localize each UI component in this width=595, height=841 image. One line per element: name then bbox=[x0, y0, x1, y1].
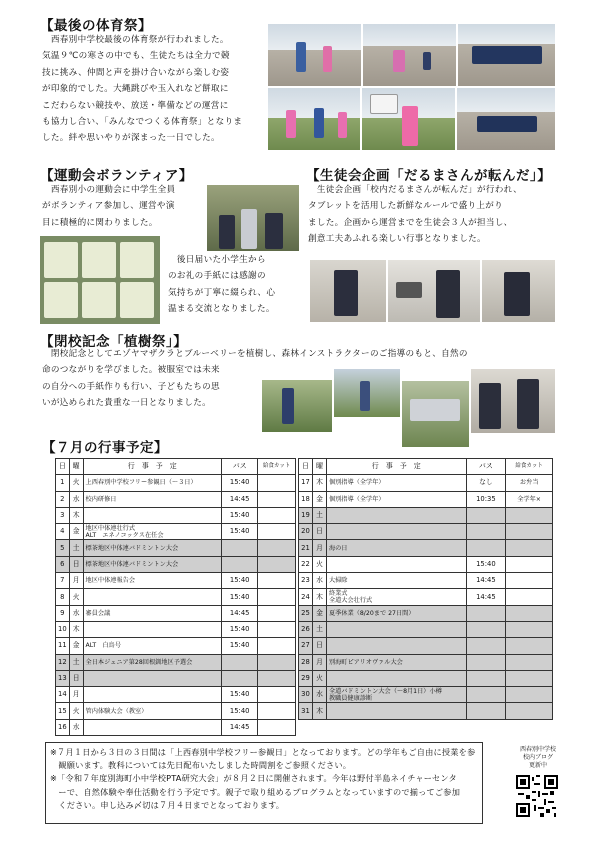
schedule-row bbox=[56, 524, 296, 540]
schedule-row bbox=[299, 670, 553, 686]
bus-cell bbox=[222, 556, 258, 572]
schedule-row bbox=[56, 703, 296, 719]
day-cell: 12 bbox=[56, 654, 70, 670]
sports-day-text bbox=[42, 32, 242, 147]
student-council-line: 創意工夫あふれる楽しい行事となりました。 bbox=[308, 234, 486, 245]
bus-cell bbox=[222, 670, 258, 686]
lunch-cut-cell bbox=[258, 719, 296, 735]
bus-cell bbox=[466, 507, 506, 523]
volunteer-text-2 bbox=[168, 252, 275, 318]
council-photo-1 bbox=[310, 260, 386, 322]
sports-photo-2 bbox=[363, 24, 456, 86]
sports-day-line: 技に挑み、仲間と声を掛け合いながら楽しむ姿 bbox=[42, 67, 230, 78]
schedule-row bbox=[56, 573, 296, 589]
bus-cell bbox=[466, 621, 506, 637]
weekday-cell: 水 bbox=[69, 719, 83, 735]
sports-photo-4 bbox=[268, 88, 360, 150]
volunteer-text bbox=[42, 182, 175, 231]
schedule-row bbox=[299, 687, 553, 703]
bus-cell: 10:35 bbox=[466, 491, 506, 507]
bus-cell: 15:40 bbox=[222, 687, 258, 703]
header-lunch-cut: 給食カット bbox=[506, 459, 553, 475]
student-council-text bbox=[308, 182, 522, 248]
bus-cell: 15:40 bbox=[222, 638, 258, 654]
schedule-row bbox=[56, 605, 296, 621]
sports-photo-1 bbox=[268, 24, 361, 86]
day-cell: 23 bbox=[299, 573, 313, 589]
bus-cell bbox=[466, 670, 506, 686]
lunch-cut-cell bbox=[258, 589, 296, 605]
qr-code-icon[interactable] bbox=[516, 775, 558, 817]
lunch-cut-cell bbox=[258, 605, 296, 621]
header-weekday: 曜 bbox=[312, 459, 326, 475]
day-cell: 31 bbox=[299, 703, 313, 719]
event-cell: 夏季休業（8/20まで 27日間） bbox=[326, 605, 466, 621]
weekday-cell: 木 bbox=[312, 589, 326, 605]
lunch-cut-cell bbox=[258, 654, 296, 670]
weekday-cell: 火 bbox=[69, 703, 83, 719]
bus-cell bbox=[222, 654, 258, 670]
event-cell: 地区中体連壮行式 ALT エネノコックス在任会 bbox=[83, 524, 222, 540]
student-council-line: タブレットを活用した新鮮なルールで盛り上がり bbox=[308, 201, 504, 212]
day-cell: 3 bbox=[56, 507, 70, 523]
header-lunch-cut: 給食カット bbox=[258, 459, 296, 475]
schedule-row bbox=[299, 540, 553, 556]
day-cell: 30 bbox=[299, 687, 313, 703]
schedule-row bbox=[56, 475, 296, 491]
lunch-cut-cell bbox=[258, 491, 296, 507]
note-line: ーで、自然体験や奉仕活動を行う予定です。親子で取り組めるプログラムとなっていますので揃ってご参加 bbox=[50, 786, 461, 797]
volunteer-line: 目に積極的に関わりました。 bbox=[42, 217, 158, 228]
lunch-cut-cell bbox=[506, 670, 553, 686]
note-line: ※７月１日から３日の３日間は「上西春別中学校フリー参観日」となっております。どの学年もご自由に授業を参 bbox=[50, 747, 476, 757]
event-cell: 個別指導（全学年） bbox=[326, 475, 466, 491]
sports-day-line: も協力し合い、「みんなでつくる体育祭」となりま bbox=[42, 117, 243, 128]
bus-cell bbox=[466, 524, 506, 540]
day-cell: 11 bbox=[56, 638, 70, 654]
sports-photo-3 bbox=[458, 24, 555, 86]
bus-cell bbox=[466, 540, 506, 556]
council-photo-3 bbox=[482, 260, 555, 322]
day-cell: 26 bbox=[299, 621, 313, 637]
day-cell: 20 bbox=[299, 524, 313, 540]
header-bus: バス bbox=[222, 459, 258, 475]
lunch-cut-cell bbox=[506, 524, 553, 540]
student-council-line: 生徒会企画「校内だるまさんが転んだ」が行われ、 bbox=[308, 185, 522, 195]
schedule-row bbox=[299, 589, 553, 605]
lunch-cut-cell bbox=[258, 687, 296, 703]
bus-cell: なし bbox=[466, 475, 506, 491]
schedule-table-left bbox=[55, 458, 296, 736]
sports-day-heading: 【最後の体育祭】 bbox=[40, 18, 152, 34]
note-line: 観願います。教科については先日配布いたしました時間割をご参照ください。 bbox=[50, 760, 352, 771]
event-cell: 全日本ジュニア第28回根釧地区予選会 bbox=[83, 654, 222, 670]
day-cell: 15 bbox=[56, 703, 70, 719]
sports-day-line: 西春別中学校最後の体育祭が行われました。 bbox=[42, 35, 229, 45]
bus-cell bbox=[466, 654, 506, 670]
bus-cell: 15:40 bbox=[222, 573, 258, 589]
weekday-cell: 日 bbox=[69, 670, 83, 686]
event-cell bbox=[83, 719, 222, 735]
qr-caption bbox=[518, 746, 558, 770]
event-cell bbox=[326, 703, 466, 719]
day-cell: 24 bbox=[299, 589, 313, 605]
header-day: 日 bbox=[56, 459, 70, 475]
tree-photo-2 bbox=[334, 369, 400, 417]
lunch-cut-cell bbox=[258, 524, 296, 540]
schedule-heading: 【７月の行事予定】 bbox=[42, 440, 168, 456]
header-event: 行 事 予 定 bbox=[83, 459, 222, 475]
note-line: ください。申し込み〆切は７月４日までとなっております。 bbox=[50, 799, 285, 810]
weekday-cell: 月 bbox=[69, 573, 83, 589]
schedule-row bbox=[299, 605, 553, 621]
event-cell: 全道バドミントン大会（～8月1日）小樽 教職員健康診断 bbox=[326, 687, 466, 703]
lunch-cut-cell bbox=[258, 475, 296, 491]
volunteer-line: 後日届いた小学生から bbox=[168, 255, 266, 265]
volunteer-line: 気持ちが丁寧に綴られ、心 bbox=[168, 287, 276, 298]
day-cell: 18 bbox=[299, 491, 313, 507]
bus-cell: 14:45 bbox=[466, 589, 506, 605]
schedule-row bbox=[299, 703, 553, 719]
weekday-cell: 日 bbox=[69, 556, 83, 572]
weekday-cell: 土 bbox=[312, 621, 326, 637]
sports-day-line: した。絆や思いやりが深まった一日でした。 bbox=[42, 133, 220, 144]
volunteer-line: 温まる交流となりました。 bbox=[168, 304, 275, 315]
tree-photo-1 bbox=[262, 380, 332, 432]
bus-cell: 15:40 bbox=[222, 703, 258, 719]
lunch-cut-cell bbox=[258, 638, 296, 654]
weekday-cell: 金 bbox=[312, 491, 326, 507]
bus-cell: 14:45 bbox=[222, 491, 258, 507]
day-cell: 7 bbox=[56, 573, 70, 589]
weekday-cell: 木 bbox=[69, 621, 83, 637]
weekday-cell: 金 bbox=[312, 605, 326, 621]
schedule-row bbox=[299, 491, 553, 507]
schedule-row bbox=[56, 719, 296, 735]
sports-day-line: が印象的でした。大縄跳びや玉入れなど餅取に bbox=[42, 84, 229, 95]
weekday-cell: 木 bbox=[69, 507, 83, 523]
schedule-row bbox=[299, 654, 553, 670]
bus-cell bbox=[466, 638, 506, 654]
event-cell: 終業式 全道大会壮行式 bbox=[326, 589, 466, 605]
bus-cell bbox=[466, 605, 506, 621]
day-cell: 17 bbox=[299, 475, 313, 491]
volunteer-line: 西春別小の運動会に中学生全員 bbox=[42, 185, 176, 195]
lunch-cut-cell bbox=[258, 573, 296, 589]
header-bus: バス bbox=[466, 459, 506, 475]
sports-day-line: こだわらない競技や、放送・準備などの運営に bbox=[42, 100, 229, 111]
event-cell: 上西春別中学校フリー参観日（～３日） bbox=[83, 475, 222, 491]
event-cell: 校内研修日 bbox=[83, 491, 222, 507]
schedule-row bbox=[56, 670, 296, 686]
schedule-row bbox=[56, 654, 296, 670]
weekday-cell: 日 bbox=[312, 638, 326, 654]
schedule-row bbox=[299, 475, 553, 491]
weekday-cell: 水 bbox=[312, 687, 326, 703]
day-cell: 14 bbox=[56, 687, 70, 703]
schedule-row bbox=[299, 621, 553, 637]
lunch-cut-cell bbox=[506, 507, 553, 523]
schedule-table-right bbox=[298, 458, 553, 720]
schedule-row bbox=[299, 556, 553, 572]
day-cell: 2 bbox=[56, 491, 70, 507]
lunch-cut-cell bbox=[506, 589, 553, 605]
weekday-cell: 水 bbox=[69, 491, 83, 507]
lunch-cut-cell bbox=[506, 638, 553, 654]
bus-cell bbox=[466, 703, 506, 719]
lunch-cut-cell: お弁当 bbox=[506, 475, 553, 491]
lunch-cut-cell bbox=[258, 670, 296, 686]
event-cell: 地区中体連報告会 bbox=[83, 573, 222, 589]
lunch-cut-cell bbox=[506, 654, 553, 670]
weekday-cell: 水 bbox=[312, 573, 326, 589]
header-weekday: 曜 bbox=[69, 459, 83, 475]
schedule-row bbox=[56, 589, 296, 605]
event-cell bbox=[83, 621, 222, 637]
event-cell: ALT 白鳥号 bbox=[83, 638, 222, 654]
tree-planting-line: の自分への手紙作りも行い、子どもたちの思 bbox=[42, 381, 220, 392]
event-cell: 審員会議 bbox=[83, 605, 222, 621]
event-cell: 個別指導（全学年） bbox=[326, 491, 466, 507]
schedule-row bbox=[56, 621, 296, 637]
day-cell: 8 bbox=[56, 589, 70, 605]
bus-cell: 15:40 bbox=[466, 556, 506, 572]
tree-photo-4 bbox=[471, 369, 555, 433]
schedule-row bbox=[56, 556, 296, 572]
day-cell: 10 bbox=[56, 621, 70, 637]
lunch-cut-cell bbox=[258, 507, 296, 523]
weekday-cell: 土 bbox=[69, 540, 83, 556]
header-event: 行 事 予 定 bbox=[326, 459, 466, 475]
weekday-cell: 土 bbox=[312, 507, 326, 523]
weekday-cell: 水 bbox=[69, 605, 83, 621]
bus-cell: 15:40 bbox=[222, 524, 258, 540]
lunch-cut-cell bbox=[506, 540, 553, 556]
bus-cell: 15:40 bbox=[222, 507, 258, 523]
event-cell: 標茶地区中体連バドミントン大会 bbox=[83, 556, 222, 572]
day-cell: 4 bbox=[56, 524, 70, 540]
bus-cell: 15:40 bbox=[222, 589, 258, 605]
bus-cell: 14:45 bbox=[222, 719, 258, 735]
event-cell bbox=[326, 524, 466, 540]
lunch-cut-cell bbox=[258, 540, 296, 556]
event-cell bbox=[326, 556, 466, 572]
tree-planting-line: 閉校記念としてエゾヤマザクラとブルーベリーを植樹し、森林インストラクターのご指導のもと、自然の bbox=[42, 349, 468, 359]
tree-planting-heading: 【閉校記念「植樹祭」】 bbox=[40, 334, 188, 350]
day-cell: 22 bbox=[299, 556, 313, 572]
bus-cell bbox=[466, 687, 506, 703]
event-cell: 海の日 bbox=[326, 540, 466, 556]
day-cell: 27 bbox=[299, 638, 313, 654]
lunch-cut-cell bbox=[506, 556, 553, 572]
weekday-cell: 火 bbox=[312, 670, 326, 686]
day-cell: 29 bbox=[299, 670, 313, 686]
bus-cell bbox=[222, 540, 258, 556]
event-cell bbox=[83, 670, 222, 686]
weekday-cell: 木 bbox=[312, 475, 326, 491]
weekday-cell: 月 bbox=[312, 540, 326, 556]
event-cell: 大掃除 bbox=[326, 573, 466, 589]
weekday-cell: 火 bbox=[312, 556, 326, 572]
bus-cell: 15:40 bbox=[222, 621, 258, 637]
day-cell: 6 bbox=[56, 556, 70, 572]
weekday-cell: 火 bbox=[69, 589, 83, 605]
sports-photo-6 bbox=[457, 88, 555, 150]
lunch-cut-cell bbox=[258, 556, 296, 572]
schedule-row bbox=[56, 638, 296, 654]
bus-cell: 14:45 bbox=[222, 605, 258, 621]
day-cell: 9 bbox=[56, 605, 70, 621]
volunteer-line: のお礼の手紙には感謝の bbox=[168, 271, 266, 282]
weekday-cell: 土 bbox=[69, 654, 83, 670]
header-day: 日 bbox=[299, 459, 313, 475]
qr-caption-line: 西春別中学校 bbox=[519, 746, 556, 753]
volunteer-heading: 【運動会ボランティア】 bbox=[40, 168, 193, 184]
notes-text bbox=[50, 746, 475, 812]
day-cell: 1 bbox=[56, 475, 70, 491]
weekday-cell: 日 bbox=[312, 524, 326, 540]
event-cell bbox=[83, 687, 222, 703]
weekday-cell: 木 bbox=[312, 703, 326, 719]
lunch-cut-cell bbox=[506, 621, 553, 637]
tree-photo-3 bbox=[402, 381, 469, 447]
lunch-cut-cell bbox=[506, 703, 553, 719]
weekday-cell: 月 bbox=[69, 687, 83, 703]
event-cell bbox=[83, 589, 222, 605]
event-cell bbox=[83, 507, 222, 523]
event-cell bbox=[326, 507, 466, 523]
lunch-cut-cell: 全学年× bbox=[506, 491, 553, 507]
volunteer-line: がボランティア参加し、運営や演 bbox=[42, 201, 175, 212]
day-cell: 13 bbox=[56, 670, 70, 686]
student-council-heading: 【生徒会企画「だるまさんが転んだ」】 bbox=[306, 168, 552, 184]
weekday-cell: 金 bbox=[69, 524, 83, 540]
weekday-cell: 月 bbox=[312, 654, 326, 670]
day-cell: 21 bbox=[299, 540, 313, 556]
lunch-cut-cell bbox=[258, 703, 296, 719]
schedule-row bbox=[56, 507, 296, 523]
council-photo-2 bbox=[388, 260, 480, 322]
note-line: ※「令和７年度別海町小中学校PTA研究大会」が８月２日に開催されます。今年は野付半島ネイチャーセンタ bbox=[50, 773, 457, 784]
qr-caption-line: 校内ブログ bbox=[522, 754, 553, 761]
schedule-row bbox=[299, 573, 553, 589]
event-cell bbox=[326, 621, 466, 637]
day-cell: 16 bbox=[56, 719, 70, 735]
lunch-cut-cell bbox=[258, 621, 296, 637]
day-cell: 28 bbox=[299, 654, 313, 670]
student-council-line: ました。企画から運営までを生徒会３人が担当し、 bbox=[308, 217, 513, 228]
event-cell bbox=[326, 670, 466, 686]
schedule-row bbox=[299, 507, 553, 523]
day-cell: 19 bbox=[299, 507, 313, 523]
sports-day-line: 気温９℃の寒さの中でも、生徒たちは全力で競 bbox=[42, 51, 230, 62]
schedule-row bbox=[56, 491, 296, 507]
lunch-cut-cell bbox=[506, 573, 553, 589]
letters-photo bbox=[40, 236, 160, 324]
tree-planting-line: 命のつながりを学びました。被服室では未来 bbox=[42, 365, 220, 376]
event-cell: 管内体験大会（教室） bbox=[83, 703, 222, 719]
lunch-cut-cell bbox=[506, 687, 553, 703]
bus-cell: 15:40 bbox=[222, 475, 258, 491]
sports-photo-5 bbox=[362, 88, 455, 150]
qr-caption-line: 更新中 bbox=[528, 762, 547, 769]
event-cell: 別海町ピアリオヴァル大会 bbox=[326, 654, 466, 670]
schedule-header-row bbox=[299, 459, 553, 475]
event-cell bbox=[326, 638, 466, 654]
volunteer-photo bbox=[207, 185, 299, 251]
tree-planting-line: いが込められた貴重な一日となりました。 bbox=[42, 398, 211, 409]
weekday-cell: 火 bbox=[69, 475, 83, 491]
bus-cell: 14:45 bbox=[466, 573, 506, 589]
lunch-cut-cell bbox=[506, 605, 553, 621]
schedule-row bbox=[299, 638, 553, 654]
schedule-header-row bbox=[56, 459, 296, 475]
event-cell: 標茶地区中体連バドミントン大会 bbox=[83, 540, 222, 556]
weekday-cell: 金 bbox=[69, 638, 83, 654]
schedule-row bbox=[56, 540, 296, 556]
day-cell: 25 bbox=[299, 605, 313, 621]
schedule-row bbox=[299, 524, 553, 540]
day-cell: 5 bbox=[56, 540, 70, 556]
schedule-row bbox=[56, 687, 296, 703]
